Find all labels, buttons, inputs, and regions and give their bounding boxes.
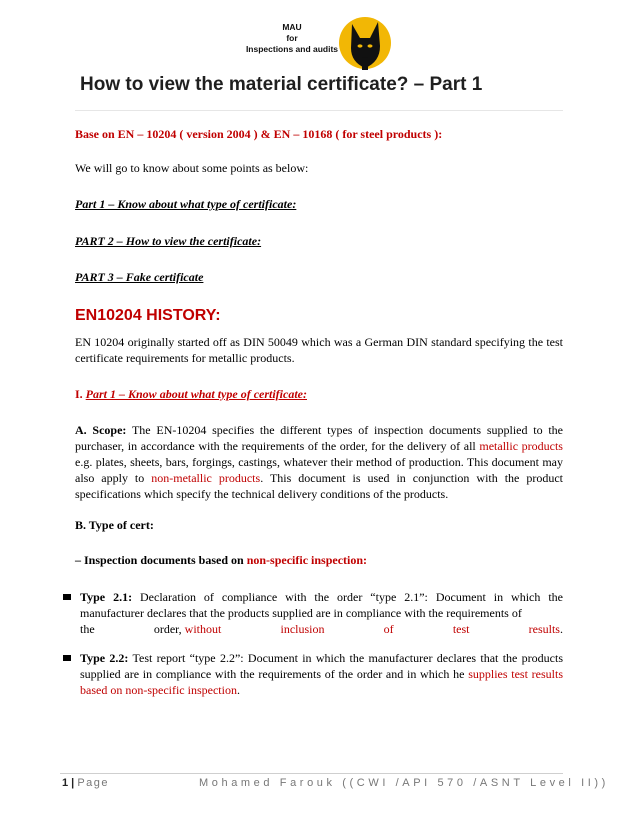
- type-2-1-label: Type 2.1:: [80, 590, 133, 604]
- page-number: 1: [62, 777, 69, 789]
- footer-divider: [60, 773, 563, 774]
- page-label: Page: [77, 777, 110, 789]
- scope-red-2: non-metallic products: [151, 471, 261, 485]
- scope-paragraph: [75, 422, 563, 502]
- type-2-2-text: Test report “type 2.2”: Document in which the manufacturer declares that the products supplied are in compliance with the requirements of the order and in which he: [80, 651, 564, 681]
- type-2-2-label: Type 2.2:: [80, 651, 129, 665]
- bullet-icon: [63, 594, 71, 600]
- part-1-link[interactable]: Part 1 – Know about what type of certificate:: [75, 197, 297, 211]
- type-2-1-red-word: inclusion: [280, 622, 325, 636]
- part-3-link[interactable]: PART 3 – Fake certificate: [75, 270, 204, 284]
- logo-text: [236, 22, 348, 55]
- cat-icon: [334, 12, 396, 72]
- scope-label: A. Scope:: [75, 423, 127, 437]
- history-heading: EN10204 HISTORY:: [75, 307, 221, 324]
- type-2-1-end: .: [559, 622, 563, 636]
- type-2-1-paragraph: [80, 589, 563, 637]
- type-2-1-red-word: of: [383, 622, 394, 636]
- title-divider: [75, 110, 563, 111]
- scope-text-3: . This document is used in conjunction with the product specifications which specify the technical delivery conditions of the products.: [75, 471, 563, 501]
- type-2-1-red-word: without: [184, 622, 222, 636]
- page-title: How to view the material certificate? – Part 1: [80, 74, 483, 95]
- page-footer: [62, 777, 609, 789]
- scope-red-1: metallic products: [479, 439, 563, 453]
- non-specific-prefix: – Inspection documents based on: [75, 553, 247, 567]
- non-specific-heading: [75, 552, 563, 568]
- footer-author: Mohamed Farouk ((CWI /API 570 /ASNT Level II)): [199, 777, 609, 789]
- intro-text: We will go to know about some points as below:: [75, 161, 309, 175]
- type-of-cert-heading: B. Type of cert:: [75, 518, 154, 532]
- type-2-1-word: the: [80, 622, 95, 636]
- scope-text-2: e.g. plates, sheets, bars, forgings, castings, whatever their method of production. This document may also apply to: [75, 455, 563, 485]
- history-body: EN 10204 originally started off as DIN 50049 which was a German DIN standard specifying the test certificate requirements for metallic products.: [75, 335, 563, 365]
- page-separator: |: [68, 777, 78, 789]
- type-2-1-red-word: test: [452, 622, 470, 636]
- logo: [236, 12, 396, 72]
- type-2-1-text: Declaration of compliance with the order “type 2.1”: Document in which the manufacturer declares that the products supplied are in compliance with the requirements of: [80, 590, 563, 620]
- scope-text-1: The EN-10204 specifies the different types of inspection documents supplied to the purchaser, in accordance with the requirements of the order, for the delivery of all: [75, 423, 563, 453]
- type-2-1-last-line: [80, 621, 563, 637]
- non-specific-red: non-specific inspection:: [246, 553, 368, 567]
- logo-line-1: MAU: [282, 22, 302, 32]
- section-i-heading: [75, 386, 563, 402]
- logo-line-3: Inspections and audits: [245, 44, 339, 54]
- logo-line-2: for: [286, 33, 298, 43]
- based-on-line: Base on EN – 10204 ( version 2004 ) & EN – 10168 ( for steel products ):: [75, 127, 443, 141]
- type-2-2-red: supplies test results based on non-specific inspection: [80, 667, 563, 697]
- section-i-prefix: I.: [75, 387, 86, 401]
- section-i-link[interactable]: Part 1 – Know about what type of certificate:: [85, 387, 307, 401]
- type-2-2-paragraph: [80, 650, 563, 698]
- type-2-1-word: order,: [153, 622, 182, 636]
- bullet-icon: [63, 655, 71, 661]
- part-2-link[interactable]: PART 2 – How to view the certificate:: [75, 234, 262, 248]
- type-2-1-red-word: results: [528, 622, 560, 636]
- type-2-2-end: .: [236, 683, 240, 697]
